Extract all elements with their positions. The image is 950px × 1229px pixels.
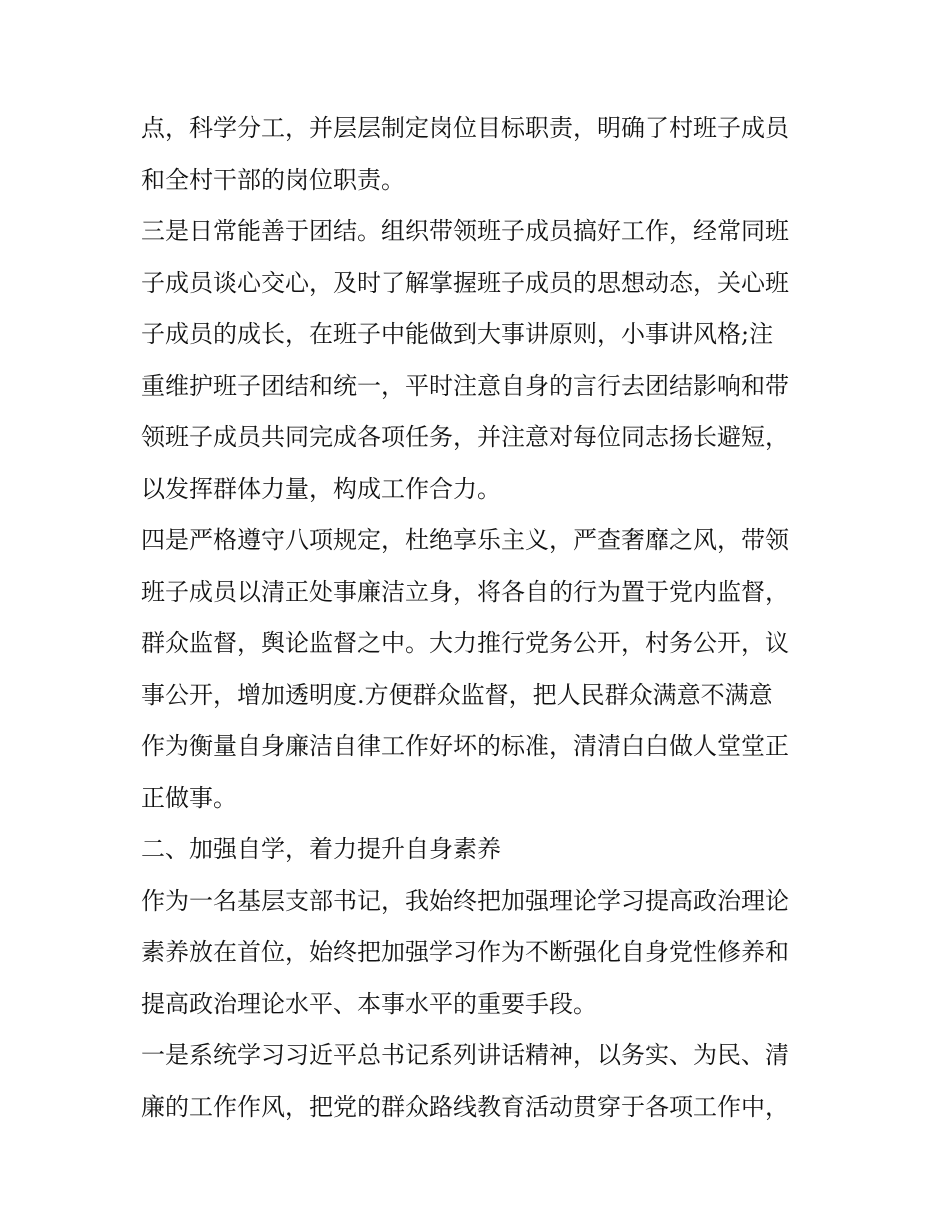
text-line: 作为衡量自身廉洁自律工作好坏的标准，清清白白做人堂堂正 [141,732,789,760]
text-line: 领班子成员共同完成各项任务，并注意对每位同志扬长避短， [141,423,789,451]
text-line: 重维护班子团结和统一，平时注意自身的言行去团结影响和带 [141,371,789,400]
text-line: 提高政治理论水平、本事水平的重要手段。 [141,989,597,1018]
text-line: 三是日常能善于团结。组织带领班子成员搞好工作，经常同班 [141,217,789,245]
text-line: 作为一名基层支部书记，我始终把加强理论学习提高政治理论 [141,886,789,915]
text-line: 班子成员以清正处事廉洁立身，将各自的行为置于党内监督， [141,577,789,606]
text-line: 事公开，增加透明度.方便群众监督，把人民群众满意不满意 [141,680,773,709]
text-line: 群众监督，舆论监督之中。大力推行党务公开，村务公开，议 [141,629,789,657]
text-line: 和全村干部的岗位职责。 [141,165,405,194]
text-line: 一是系统学习习近平总书记系列讲话精神，以务实、为民、清 [141,1041,789,1069]
text-line: 正做事。 [141,783,237,812]
text-line: 廉的工作作风，把党的群众路线教育活动贯穿于各项工作中， [141,1092,789,1121]
body-text [141,103,831,1133]
text-line: 四是严格遵守八项规定，杜绝享乐主义，严查奢靡之风，带领 [141,526,789,554]
text-line: 子成员的成长，在班子中能做到大事讲原则，小事讲风格;注 [141,320,774,348]
text-line: 点，科学分工，并层层制定岗位目标职责，明确了村班子成员 [141,114,789,142]
text-line: 子成员谈心交心，及时了解掌握班子成员的思想动态，关心班 [141,268,789,297]
section-heading: 二、加强自学，着力提升自身素养 [141,835,501,863]
text-line: 素养放在首位，始终把加强学习作为不断强化自身党性修养和 [141,938,789,966]
text-line: 以发挥群体力量，构成工作合力。 [141,474,501,503]
